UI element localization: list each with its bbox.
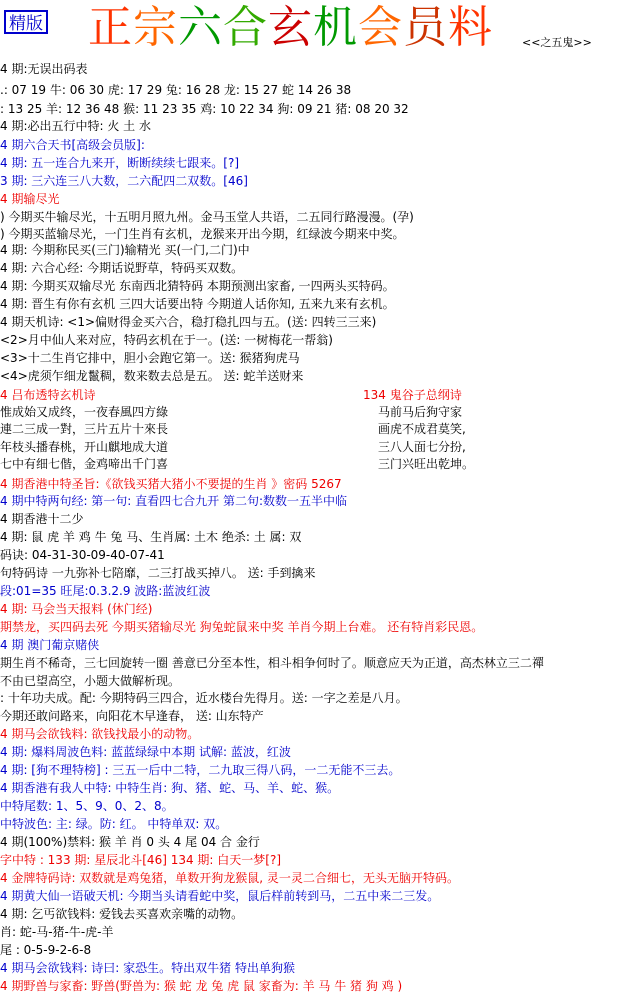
text-line: 4 期 澳门葡京赌侠 [0,638,100,652]
text-line: 期生肖不稀奇，三七回旋转一圈 善意已分至本性，相斗相争何时了。顺意应天为正道，高杰林立三二禪 [0,656,544,670]
text-line: 4 期: 乞丐欲钱料: 爱钱去买喜欢亲嘴的动物。 [0,907,244,921]
text-line: 4 期: [狗不理特榜] : 三五一后中二特，二九取三得八码，一二无能不三去。 [0,763,401,777]
text-line: 4 期: 鼠 虎 羊 鸡 牛 兔 马、生肖属: 土木 绝杀: 土 属: 双 [0,530,302,544]
right-text: 三八人面七分扮, [378,440,466,454]
text-line: 4 期:必出五行中特: 火 土 水 [0,119,151,133]
title-char: 料 [448,2,493,53]
text-line: 中特尾数: 1、5、9、0、2、8。 [0,799,174,813]
text-line: 4 期野兽与家畜: 野兽(野兽为: 猴 蛇 龙 兔 虎 鼠 家畜为: 羊 马 牛 猪 狗 鸡 ) [0,979,403,993]
text-line: 4 期输尽光 [0,192,60,206]
title-char: 正 [88,2,133,53]
page-title [88,2,493,54]
text-line: 4 期: 今期买双输尽光 东南西北猜特码 本期预测出家畜, 一四两头买特码。 [0,279,395,293]
page-subtitle: <<之五鬼>> [522,36,592,49]
right-text: 马前马后狗守家 [378,405,463,419]
title-char: 六 [178,2,223,53]
text-line: 4 期: 今期称民买(三门)输精光 买(一门,二门)中 [0,243,250,257]
text-line: 七中有细七偕，金鸡啼出千门喜 [0,457,169,471]
text-line: 今期还敢问路来，向阳花木早逢春， 送: 山东特产 [0,709,264,723]
title-char: 玄 [268,2,313,53]
text-line: 句特码诗 一九弥补七陪靡，二三打战买掉八。 送: 手到擒来 [0,566,316,580]
text-line: 4 期香港有我人中特: 中特生肖: 狗、猪、蛇、马、羊、蛇、猴。 [0,781,340,795]
text-line: 不由已望高空，小题大做解析现。 [0,674,181,688]
text-line: 4 期: 五一连合九来开，断断续续七跟来。[?] [0,156,240,170]
text-line: 4 期黄大仙一语破天机: 今期当头请看蛇中奖，鼠后样前转到马，二五中来二三发。 [0,889,440,903]
text-line: 4 期: 爆料周波色料: 蓝蓝绿绿中本期 试解: 蓝波，红波 [0,745,291,759]
text-line: 4 期:无误出码表 [0,62,88,76]
text-line: 4 期: 六合心经: 今期话说野草，特码买双数。 [0,261,244,275]
text-line: .: 07 19 牛: 06 30 虎: 17 29 兔: 16 28 龙: 15 27 蛇 14 26 38 [0,83,352,97]
right-text: 三门兴旺出乾坤。 [378,457,475,471]
title-char: 机 [313,2,358,53]
text-line: 4 期六合天书[高级会员版]: [0,138,145,152]
text-line: 期禁龙，买四码去死 今期买猪输尽光 狗兔蛇鼠来中奖 羊肖今期上台难。 还有特肖彩民恩。 [0,620,484,634]
right-text: 画虎不成君莫笑, [378,422,466,436]
text-line: 4 期马会欲钱料: 诗曰: 家恐生。特出双牛猪 特出单狗猴 [0,961,295,975]
text-line: ) 今期买牛输尽光，十五明月照九州。金马玉堂人共语，二五同行路漫漫。(孕) [0,210,414,224]
text-line: 码诀: 04-31-30-09-40-07-41 [0,548,165,562]
text-line: 4 期(100%)禁料: 猴 羊 肖 0 头 4 尾 04 合 金行 [0,835,260,849]
text-line: : 十年功夫成。配: 今期特码三四合，近水楼台先得月。送: 一字之差是八月。 [0,691,408,705]
text-line: 惟成始又成终，一夜春風四方綠 [0,405,169,419]
text-line: 中特波色: 主: 绿。防: 红。 中特单双: 双。 [0,817,228,831]
text-line: 4 期中特两句经: 第一句: 直看四七合九开 第二句:数数一五半中临 [0,494,348,508]
title-char: 会 [358,2,403,53]
text-line: <2>月中仙人来对应，特码玄机在于一。(送: 一树梅花一帮翁) [0,333,333,347]
text-line: 4 吕布透特玄机诗 [0,388,96,402]
text-line: : 13 25 羊: 12 36 48 猴: 11 23 35 鸡: 10 22 34 狗: 09 21 猪: 08 20 32 [0,102,409,116]
text-line: 4 期: 马会当天报料 (休门经) [0,602,153,616]
right-heading: 134 鬼谷子总纲诗 [363,388,462,402]
text-line: <4>虎须乍细龙鬣稠，数来数去总是五。 送: 蛇羊送财来 [0,369,304,383]
text-line: 4 期天机诗: <1>偏财得金买六合，稳打稳扎四与五。(送: 四转三三来) [0,315,377,329]
text-line: 4 金牌特码诗: 双数就是鸡兔猪，单数开狗龙猴鼠, 灵一灵二合细七，无头无脑开特码。 [0,871,459,885]
text-line: 4 期香港中特圣旨:《欲钱买猪大猪小不要提的生肖 》密码 5267 [0,477,342,491]
text-line: 4 期: 晋生有你有玄机 三四大话要出特 今期道人话你知, 五来九来有玄机。 [0,297,395,311]
text-line: 字中特 : 133 期: 星辰北斗[46] 134 期: 白天一梦[?] [0,853,282,867]
text-line: 3 期: 三六连三八大数，二六配四二双数。[46] [0,174,248,188]
text-line: 尾 : 0-5-9-2-6-8 [0,943,92,957]
title-char: 员 [403,2,448,53]
version-badge: 精版 [4,10,48,34]
text-line: 段:01=35 旺尾:0.3.2.9 波路:蓝波红波 [0,584,211,598]
text-line: 連二三成一對，三片五片十來長 [0,422,169,436]
text-line: 年枝头播春桃，开山麒地成大道 [0,440,169,454]
text-line: 4 期马会欲钱料: 欲钱找最小的动物。 [0,727,200,741]
text-line: 肖: 蛇-马-猪-牛-虎-羊 [0,925,114,939]
title-char: 合 [223,2,268,53]
title-char: 宗 [133,2,178,53]
text-line: ) 今期买蓝输尽光，一门生肖有玄机，龙猴来开出今期，红绿波今期来中奖。 [0,227,405,241]
text-line: 4 期香港十二少 [0,512,84,526]
text-line: <3>十二生肖它排中，胆小会跑它第一。送: 猴猪狗虎马 [0,351,300,365]
